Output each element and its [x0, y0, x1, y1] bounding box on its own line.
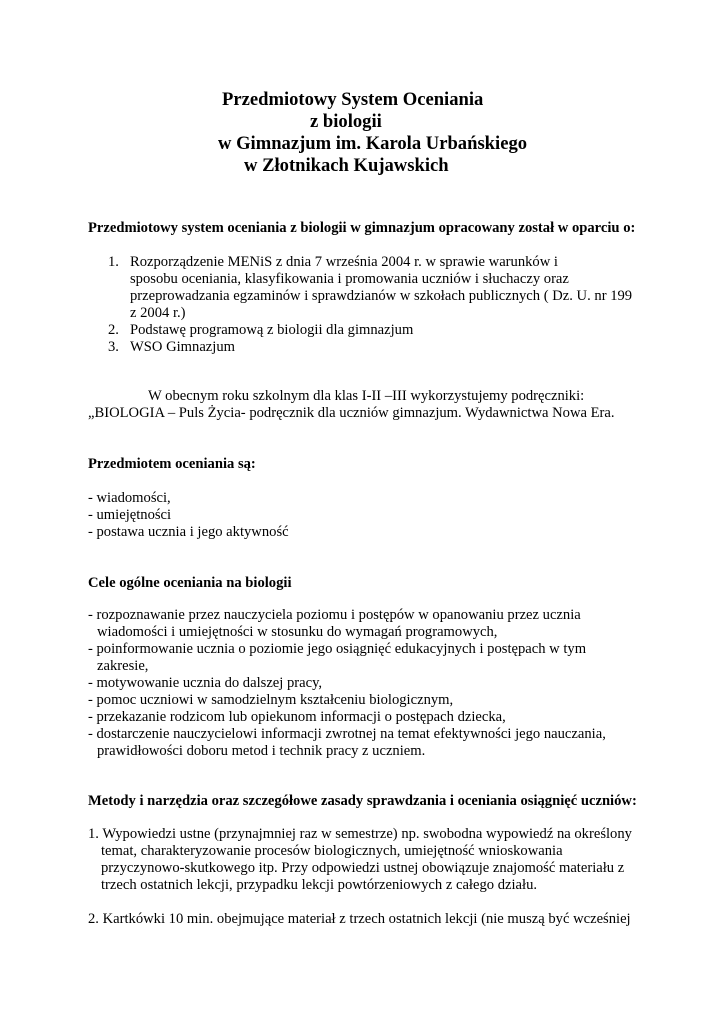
basis-item-1-line-2: sposobu oceniania, klasyfikowania i promowania uczniów i słuchaczy oraz [130, 271, 569, 287]
title-line-2: z biologii [310, 111, 382, 132]
basis-item-1-number: 1. [108, 254, 119, 270]
methods-item-2-line-1: 2. Kartkówki 10 min. obejmujące materiał z trzech ostatnich lekcji (nie muszą być wcześniej [88, 911, 631, 927]
basis-item-1-line-3: przeprowadzania egzaminów i sprawdzianów w szkołach publicznych ( Dz. U. nr 199 [130, 288, 633, 304]
methods-item-1-line-1: 1. Wypowiedzi ustne (przynajmniej raz w semestrze) np. swobodna wypowiedź na określony [88, 826, 632, 842]
basis-item-3-line-1: WSO Gimnazjum [130, 339, 235, 355]
basis-item-1-line-4: z 2004 r.) [130, 305, 186, 321]
methods-item-1-line-2: temat, charakteryzowanie procesów biologicznych, umiejętność wnioskowania [101, 843, 563, 859]
basis-item-1-line-1: Rozporządzenie MENiS z dnia 7 września 2004 r. w sprawie warunków i [130, 254, 558, 270]
subject-item-2: - umiejętności [88, 507, 172, 523]
goals-line-7: - przekazanie rodzicom lub opiekunom informacji o postępach dziecka, [88, 709, 506, 725]
goals-line-5: - motywowanie ucznia do dalszej pracy, [88, 675, 323, 691]
methods-item-1-line-3: przyczynowo-skutkowego itp. Przy odpowiedzi ustnej obowiązuje znajomość materiału z [101, 860, 625, 876]
subject-heading: Przedmiotem oceniania są: [88, 456, 256, 472]
title-line-4: w Złotnikach Kujawskich [244, 155, 449, 176]
title-line-1: Przedmiotowy System Oceniania [222, 89, 484, 110]
basis-heading: Przedmiotowy system oceniania z biologii w gimnazjum opracowany został w oparciu o: [88, 220, 636, 236]
title-line-3: w Gimnazjum im. Karola Urbańskiego [218, 133, 528, 154]
goals-line-8: - dostarczenie nauczycielowi informacji zwrotnej na temat efektywności jego nauczania, [88, 726, 606, 742]
goals-line-3: - poinformowanie ucznia o poziomie jego osiągnięć edukacyjnych i postępach w tym [88, 641, 587, 657]
methods-item-1-line-4: trzech ostatnich lekcji, przypadku lekcji powtórzeniowych z całego działu. [101, 877, 538, 893]
goals-line-4: zakresie, [97, 658, 149, 674]
methods-heading: Metody i narzędzia oraz szczegółowe zasady sprawdzania i oceniania osiągnięć uczniów: [88, 793, 637, 809]
goals-line-6: - pomoc uczniowi w samodzielnym kształceniu biologicznym, [88, 692, 454, 708]
basis-item-3-number: 3. [108, 339, 119, 355]
goals-line-1: - rozpoznawanie przez nauczyciela poziomu i postępów w opanowaniu przez ucznia [88, 607, 581, 623]
textbook-line-1: W obecnym roku szkolnym dla klas I-II –III wykorzystujemy podręczniki: [148, 388, 585, 404]
subject-item-1: - wiadomości, [88, 490, 171, 506]
goals-line-2: wiadomości i umiejętności w stosunku do wymagań programowych, [97, 624, 498, 640]
goals-line-9: prawidłowości doboru metod i technik pracy z uczniem. [97, 743, 426, 759]
basis-item-2-line-1: Podstawę programową z biologii dla gimnazjum [130, 322, 414, 338]
goals-heading: Cele ogólne oceniania na biologii [88, 575, 292, 591]
textbook-line-2: „BIOLOGIA – Puls Życia- podręcznik dla uczniów gimnazjum. Wydawnictwa Nowa Era. [88, 405, 615, 421]
basis-item-2-number: 2. [108, 322, 119, 338]
subject-item-3: - postawa ucznia i jego aktywność [88, 524, 289, 540]
